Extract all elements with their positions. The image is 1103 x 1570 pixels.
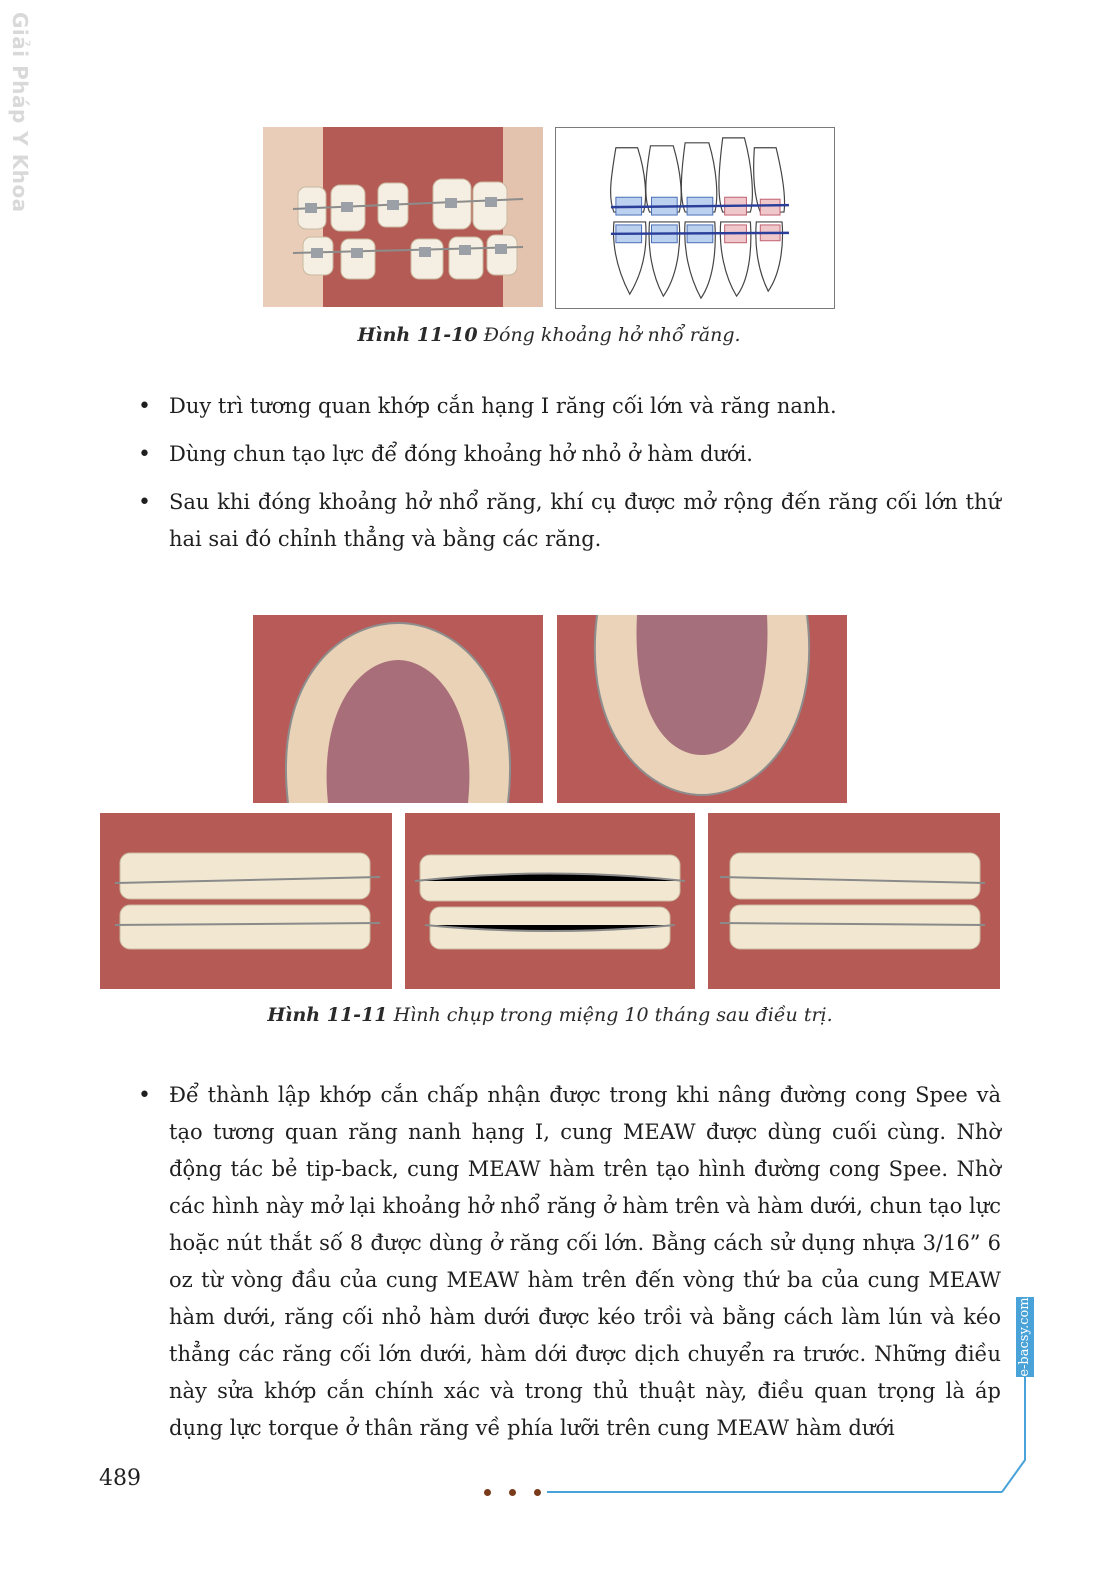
figure-text: Đóng khoảng hở nhổ răng. <box>483 324 741 346</box>
figure-11-10-tooth-diagram <box>555 127 835 309</box>
footer-rule <box>547 1491 1002 1493</box>
footer-dot <box>534 1489 541 1496</box>
upper-arch-drawing <box>253 615 543 803</box>
figure-11-10-caption <box>263 324 835 346</box>
left-side-drawing <box>708 813 1000 989</box>
figure-11-11-left-side-photo <box>708 813 1000 989</box>
footer-dot <box>509 1489 516 1496</box>
figure-11-11-right-side-photo <box>100 813 392 989</box>
bullet-list-1 <box>169 388 1001 558</box>
figure-11-11-upper-occlusal-photo <box>253 615 543 803</box>
figure-11-10-intraoral-photo <box>263 127 543 307</box>
figure-11-11-front-photo <box>405 813 695 989</box>
bullet-item: • Để thành lập khớp cắn chấp nhận được trong khi nâng đường cong Spee và tạo tương quan răng nanh hạng I, cung MEAW được dùng cuối cùng. Nhờ động tác bẻ tip-back, cung MEAW hàm trên tạo hình đường cong Spee. Nhờ các hình này mở lại khoảng hở nhổ răng ở hàm trên và hàm dưới, chun tạo lực hoặc nút thắt số 8 được dùng ở răng cối lớn. Bằng cách sử dụng nhựa 3/16” 6 oz từ vòng đầu của cung MEAW hàm trên đến vòng thứ ba của cung MEAW hàm dưới, răng cối nhỏ hàm dưới được kéo trồi và bằng cách làm lún và kéo thẳng các răng cối lớn dưới, hàm dới được dịch chuyển ra trước. Những điều này sửa khớp cắn chính xác và trong thủ thuật này, điều quan trọng là áp dụng lực torque ở thân răng về phía lưỡi trên cung MEAW hàm dưới <box>169 1077 1001 1447</box>
bullet-item: • Duy trì tương quan khớp cắn hạng I răng cối lớn và răng nanh. <box>169 388 1001 425</box>
page-number: 489 <box>99 1466 141 1491</box>
tooth-line-diagram <box>556 128 834 308</box>
figure-11-11-lower-occlusal-photo <box>557 615 847 803</box>
side-watermark: Giải Pháp Y Khoa <box>8 12 32 213</box>
site-tag: e-bacsy.com <box>1017 1297 1032 1377</box>
front-view-drawing <box>405 813 695 989</box>
footer-dot <box>484 1489 491 1496</box>
bullet-list-2 <box>169 1077 1001 1447</box>
figure-text: Hình chụp trong miệng 10 tháng sau điều trị. <box>393 1004 833 1026</box>
intraoral-side-photo-drawing <box>263 127 543 307</box>
figure-label: Hình 11-10 <box>357 324 478 346</box>
bullet-item: • Sau khi đóng khoảng hở nhổ răng, khí cụ được mở rộng đến răng cối lớn thứ hai sai đó chỉnh thẳng và bằng các răng. <box>169 484 1001 558</box>
figure-11-11-caption <box>100 1004 1000 1026</box>
lower-arch-drawing <box>557 615 847 803</box>
figure-label: Hình 11-11 <box>267 1004 388 1026</box>
bullet-item: • Dùng chun tạo lực để đóng khoảng hở nhỏ ở hàm dưới. <box>169 436 1001 473</box>
right-side-drawing <box>100 813 392 989</box>
